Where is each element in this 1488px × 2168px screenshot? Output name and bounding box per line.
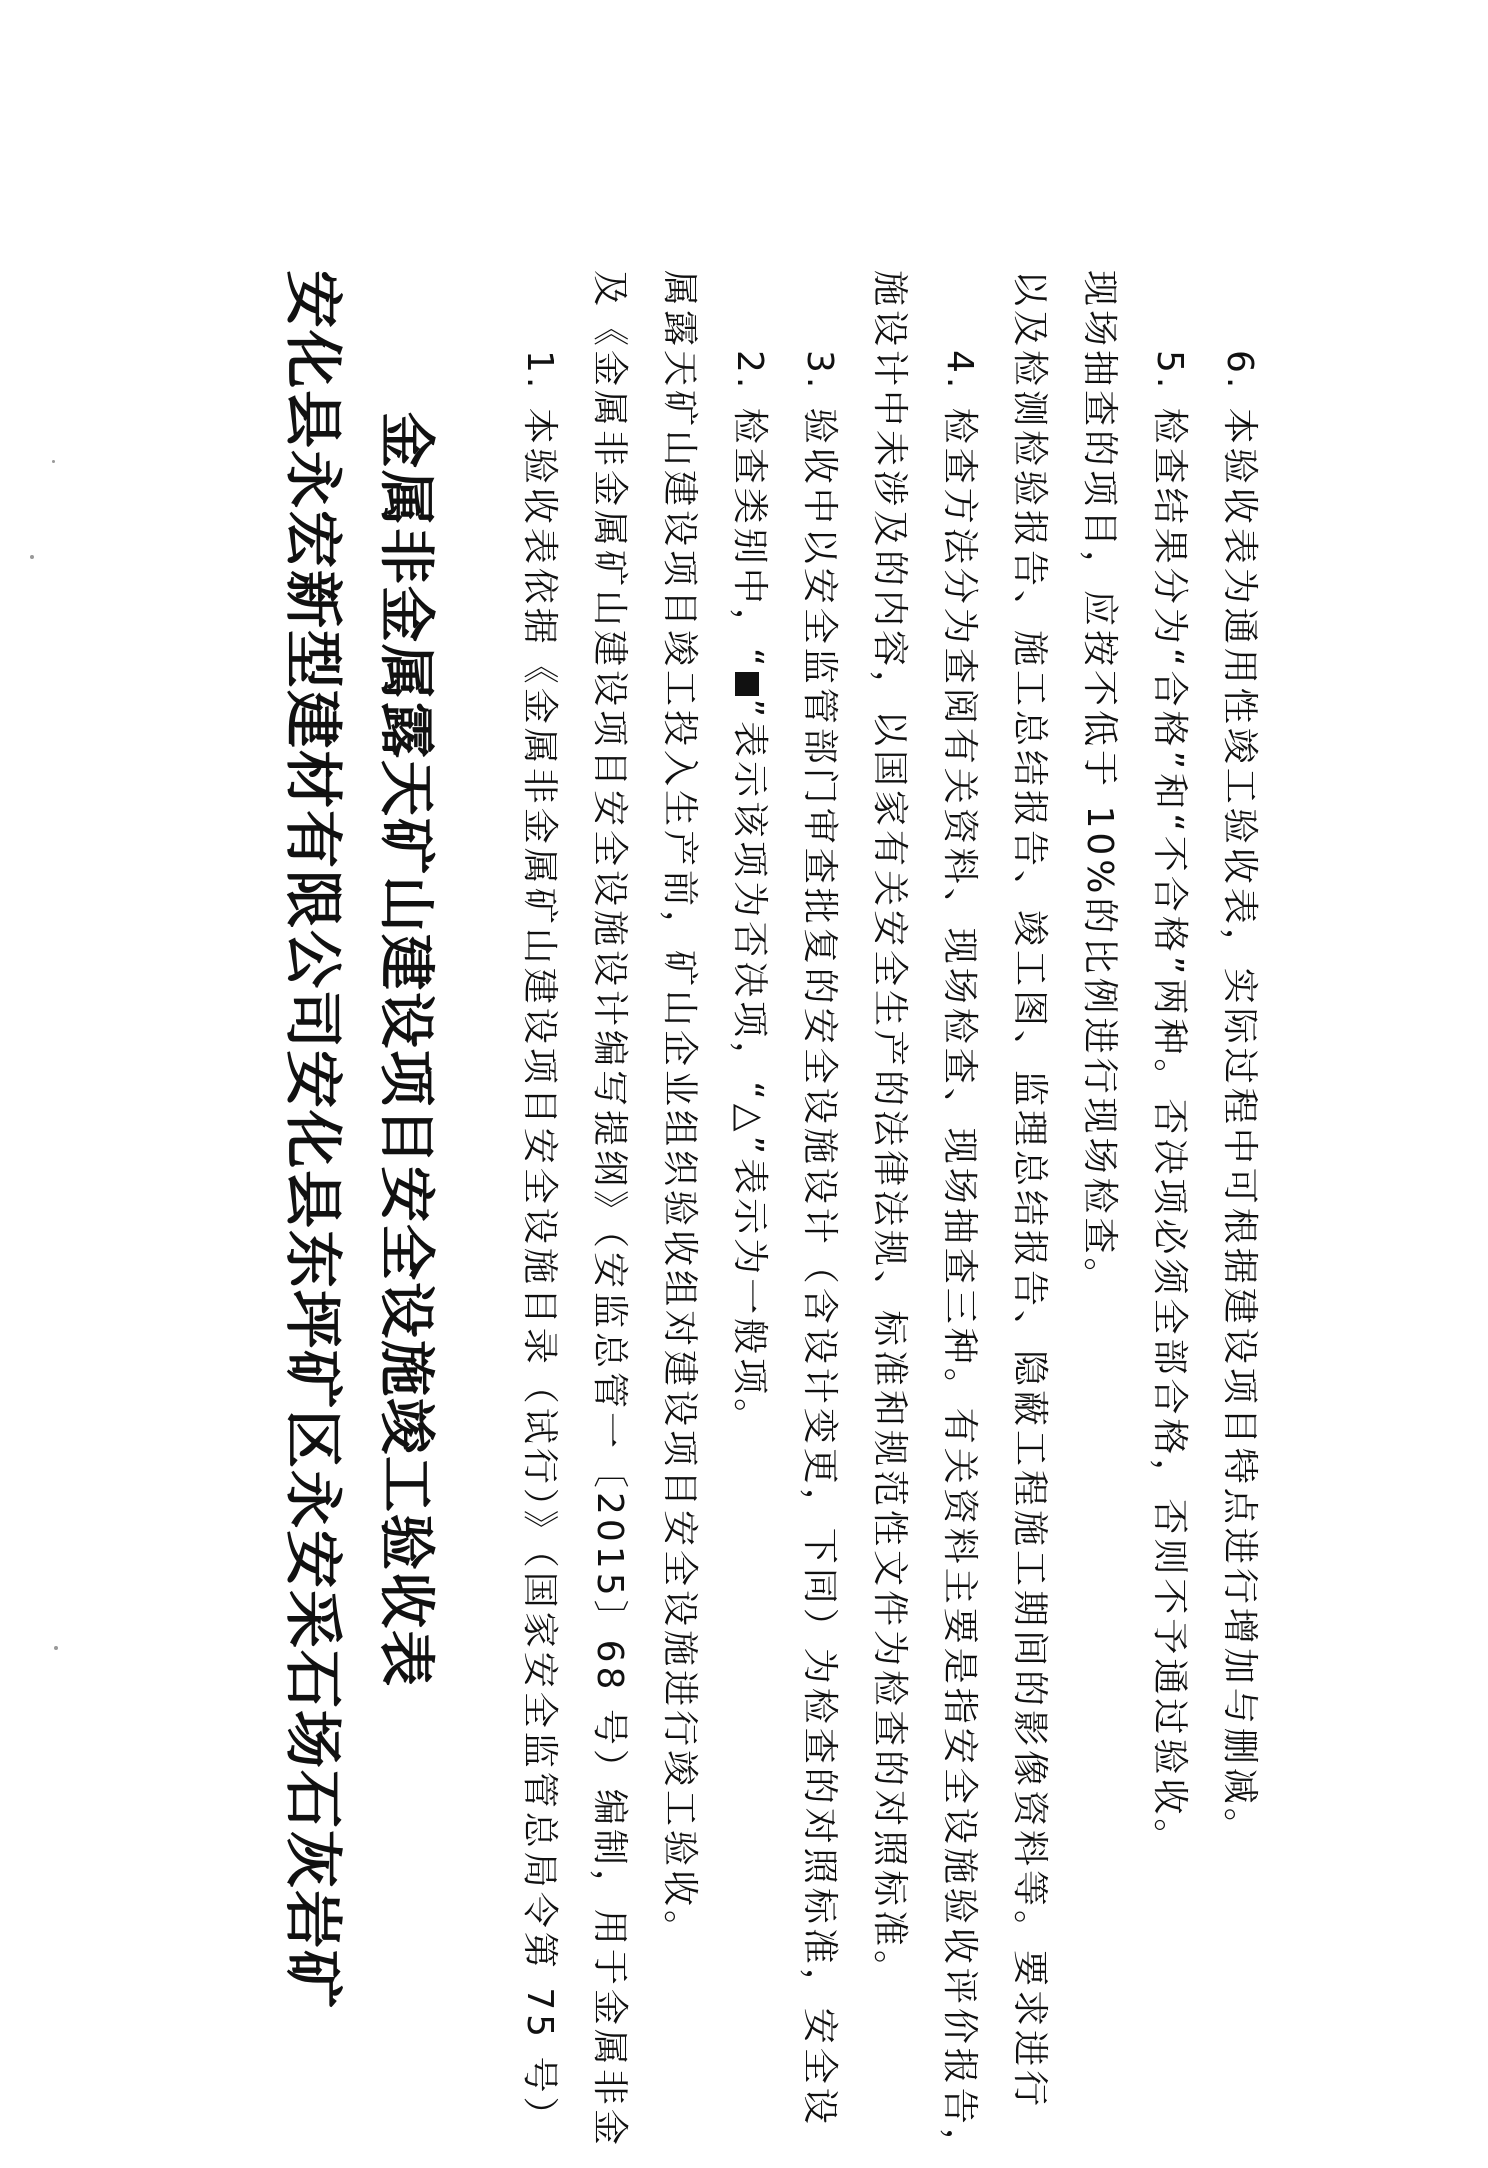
document-title-line2: 金属非金属露天矿山建设项目安全设施竣工验收表: [373, 412, 439, 1688]
note-1-line-2: 及《金属非金属矿山建设项目安全设施设计编写提纲》（安监总管一〔2015〕68 号）编制，用于金属非金: [589, 270, 630, 2149]
note-3-line-2: 施设计中未涉及的内容，以国家有关安全生产的法律法规、标准和规范性文件为检查的对照标准。: [869, 270, 910, 1991]
note-3-line-1: 3. 验收中以安全监管部门审查批复的安全设施设计（含设计变更，下同）为检查的对照标准，安全设: [799, 350, 840, 2128]
note-6: 6. 本验收表为通用性竣工验收表，实际过程中可根据建设项目特点进行增加与删减。: [1219, 350, 1260, 1848]
scan-speck: [52, 460, 55, 463]
note-5: 5. 检查结果分为“合格”和“不合格”两种。否决项必须全部合格，否则不予通过验收。: [1149, 350, 1190, 1859]
rotated-document: [250, 230, 1400, 2168]
note-2-prefix: 2. 检查类别中，“: [729, 350, 770, 671]
note-2: [727, 270, 778, 1910]
notes-section: [500, 270, 1400, 2168]
note-4-line-3: 现场抽查的项目，应按不低于 10%的比例进行现场检查。: [1079, 270, 1120, 1298]
scan-speck: [30, 555, 34, 559]
note-4-line-1: 4. 检查方法分为查阅有关资料、现场检查、现场抽查三种。有关资料主要是指安全设施验收评价报告，: [939, 350, 980, 2168]
note-2-suffix: ”表示该项为否决项，“△”表示为一般项。: [729, 698, 770, 1439]
document-title-line1: 安化县永宏新型建材有限公司安化县东坪矿区永安采石场石灰岩矿: [279, 270, 347, 2011]
note-4-line-2: 以及检测检验报告、施工总结报告、竣工图、监理总结报告、隐蔽工程施工期间的影像资料等。要求进行: [1009, 270, 1050, 2111]
filled-square-icon: [735, 672, 759, 696]
note-1-line-1: 1. 本验收表依据《金属非金属矿山建设项目安全设施目录（试行）》（国家安全监管总局令第 75 号）: [519, 350, 560, 2137]
scan-speck: [54, 1646, 58, 1650]
note-1-line-3: 属露天矿山建设项目竣工投入生产前，矿山企业组织验收组对建设项目安全设施进行竣工验收。: [659, 270, 700, 1951]
